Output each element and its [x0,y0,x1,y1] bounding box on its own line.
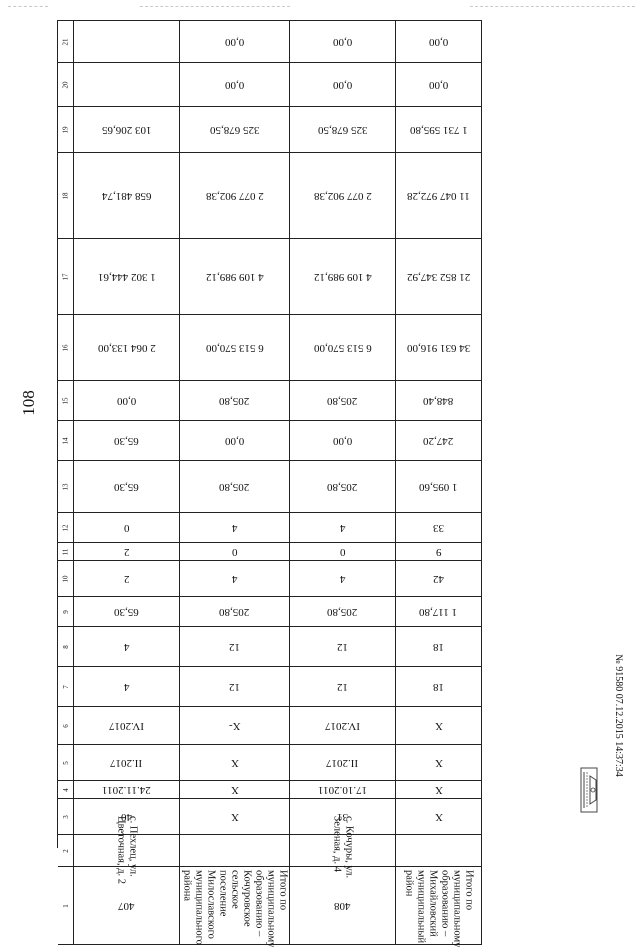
cell-col-5: II.2017 [74,745,180,781]
cell-row-number: Итого по муниципальному образованию – Кочуровское сельское поселение Милославского муниципального района [180,867,290,945]
column-number: 18 [58,153,74,239]
cell-col-10: 2 [74,561,180,597]
cell-col-6: IV.2017 [290,707,396,745]
cell-col-11: 9 [396,543,482,561]
column-number: 19 [58,107,74,153]
registration-mark: № 91580 07.12.2015 14:37:34 [612,653,624,777]
column-number: 15 [58,381,74,421]
column-number: 17 [58,239,74,315]
column-number: 14 [58,421,74,461]
cell-col-16: 6 513 570,00 [290,315,396,381]
cell-col-18: 658 481,74 [74,153,180,239]
cell-col-21: 0,00 [396,21,482,63]
scan-edge-dash [140,6,290,7]
cell-col-10: 4 [290,561,396,597]
cell-address [180,835,290,867]
cell-col-21 [74,21,180,63]
column-number: 9 [58,597,74,627]
cell-col-11: 0 [180,543,290,561]
cell-col-8: 12 [290,627,396,667]
cell-col-16: 34 631 916,00 [396,315,482,381]
cell-col-6: X- [180,707,290,745]
column-number: 2 [58,835,74,867]
column-number: 13 [58,461,74,513]
cell-row-number: 408 [290,867,396,945]
cell-col-15: 205,80 [290,381,396,421]
cell-col-7: 4 [74,667,180,707]
housing-program-table [57,20,482,947]
column-number: 20 [58,63,74,107]
page-number: 108 [19,390,38,416]
cell-col-20: 0,00 [180,63,290,107]
cell-col-9: 205,80 [290,597,396,627]
cell-col-10: 4 [180,561,290,597]
cell-col-7: 12 [290,667,396,707]
stamp-logo-icon [578,766,600,814]
cell-col-4: X [396,781,482,799]
cell-col-20: 0,00 [396,63,482,107]
cell-col-18: 2 077 902,38 [180,153,290,239]
scan-edge-dash [8,6,48,7]
cell-col-18: 2 077 902,38 [290,153,396,239]
cell-col-21: 0,00 [290,21,396,63]
cell-col-16: 6 513 570,00 [180,315,290,381]
cell-col-20 [74,63,180,107]
cell-col-19: 103 206,65 [74,107,180,153]
cell-col-15: 205,80 [180,381,290,421]
cell-col-13: 205,80 [290,461,396,513]
cell-col-4: 24.11.2011 [74,781,180,799]
cell-col-14: 247,20 [396,421,482,461]
cell-col-5: X [396,745,482,781]
cell-col-6: IV.2017 [74,707,180,745]
column-number: 1 [58,867,74,945]
column-number: 3 [58,799,74,835]
scan-edge-dash [470,6,635,7]
cell-col-12: 4 [290,513,396,543]
cell-col-10: 42 [396,561,482,597]
cell-col-14: 0,00 [180,421,290,461]
cell-col-15: 0,00 [74,381,180,421]
cell-col-3: X [396,799,482,835]
column-number: 4 [58,781,74,799]
cell-col-9: 65,30 [74,597,180,627]
column-number: 11 [58,543,74,561]
cell-col-19: 1 731 595,80 [396,107,482,153]
cell-col-7: 18 [396,667,482,707]
cell-col-8: 18 [396,627,482,667]
cell-col-16: 2 064 133,00 [74,315,180,381]
cell-col-3: 40 [74,799,180,835]
cell-col-14: 0,00 [290,421,396,461]
cell-col-18: 11 047 972,28 [396,153,482,239]
cell-col-11: 2 [74,543,180,561]
cell-col-11: 0 [290,543,396,561]
cell-col-17: 1 302 444,61 [74,239,180,315]
column-number: 5 [58,745,74,781]
cell-col-4: X [180,781,290,799]
cell-col-13: 1 095,60 [396,461,482,513]
cell-col-15: 848,40 [396,381,482,421]
cell-col-9: 1 117,80 [396,597,482,627]
column-number: 16 [58,315,74,381]
cell-address [396,835,482,867]
cell-col-14: 65,30 [74,421,180,461]
cell-address: с. Кочуры, ул. Зеленая, д. 4 [290,835,396,867]
cell-col-12: 33 [396,513,482,543]
column-number: 21 [58,21,74,63]
cell-col-13: 205,80 [180,461,290,513]
cell-col-21: 0,00 [180,21,290,63]
cell-col-5: X [180,745,290,781]
cell-col-13: 65,30 [74,461,180,513]
cell-col-12: 0 [74,513,180,543]
cell-col-19: 325 678,50 [290,107,396,153]
column-number: 6 [58,707,74,745]
cell-col-17: 4 109 989,12 [290,239,396,315]
cell-row-number: 407 [74,867,180,945]
column-number: 7 [58,667,74,707]
cell-col-3: 31 [290,799,396,835]
cell-col-9: 205,80 [180,597,290,627]
cell-col-5: II.2017 [290,745,396,781]
column-number: 10 [58,561,74,597]
column-number: 8 [58,627,74,667]
cell-col-17: 21 852 347,92 [396,239,482,315]
cell-col-8: 4 [74,627,180,667]
cell-col-17: 4 109 989,12 [180,239,290,315]
cell-col-3: X [180,799,290,835]
cell-col-4: 17.10.2011 [290,781,396,799]
column-number: 12 [58,513,74,543]
cell-col-6: X [396,707,482,745]
cell-col-20: 0,00 [290,63,396,107]
cell-col-8: 12 [180,627,290,667]
cell-col-19: 325 678,50 [180,107,290,153]
cell-address: с. Пехлец, ул. Цветочная, д. 2 [74,835,180,867]
cell-col-7: 12 [180,667,290,707]
cell-row-number: Итого по муниципальному образованию – Михайловский муниципальный район [396,867,482,945]
cell-col-12: 4 [180,513,290,543]
